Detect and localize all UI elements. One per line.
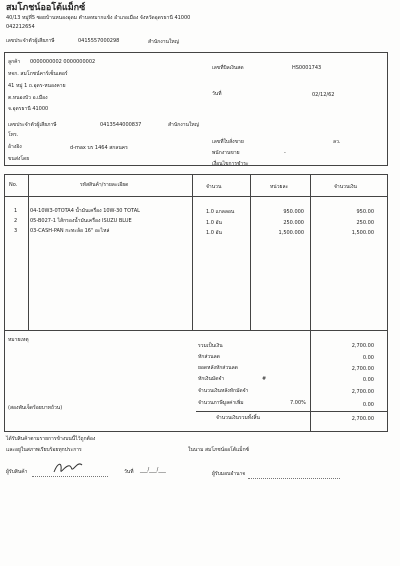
total-label-0: รวมเป็นเงิน: [198, 343, 223, 349]
company-tax-label: เลขประจำตัวผู้เสียภาษี: [6, 38, 55, 44]
row-3-no: 3: [14, 228, 18, 234]
total-value-6: 2,700.00: [351, 416, 374, 422]
col-divider-no: [28, 174, 29, 330]
company-address: 40/13 หมู่ที่5 ซอยบ้านหนองอุดม ตำบลหมากแข้ง อำเภอเมือง จังหวัดอุดรธานี 41000: [6, 15, 191, 21]
company-branch: สำนักงานใหญ่: [148, 39, 179, 45]
row-2-desc: 05-B027-1 ไส้กรองน้ำมันเครื่อง ISUZU BLUE: [30, 218, 132, 224]
amount-in-words: (สองพันเจ็ดร้อยบาทถ้วน): [8, 405, 63, 411]
company-name: สมโภชน์ออโต้แม็กซ์: [6, 3, 86, 13]
total-label-5: จำนวนภาษีมูลค่าเพิ่ม: [198, 400, 244, 406]
total-label-3: หักเงินมัดจำ: [198, 376, 225, 382]
row-2-no: 2: [14, 218, 18, 224]
row-3-qty: 1.0 อัน: [206, 230, 222, 236]
row-1-price: 950.000: [283, 209, 304, 215]
company-phone: 042212654: [6, 24, 35, 30]
total-value-4: 2,700.00: [351, 389, 374, 395]
customer-box: [4, 52, 388, 166]
col-divider-qty: [250, 174, 251, 330]
col-header-desc: รหัสสินค้า/รายละเอียด: [80, 182, 129, 188]
doc-number: HS0001743: [292, 65, 322, 71]
row-3-price: 1,500.000: [278, 230, 304, 236]
customer-tax-label: เลขประจำตัวผู้เสียภาษี: [8, 122, 57, 128]
col-header-qty: จำนวน: [206, 184, 222, 190]
total-label-4: จำนวนเงินหลังหักมัดจำ: [198, 388, 249, 394]
customer-addr1: 41 หมู่ 1 ถ.อุดร-หนองคาย: [8, 83, 66, 89]
customer-shipping-label: ขนส่งโดย: [8, 156, 30, 162]
doc-term-label: เงื่อนไขการชำระ: [212, 161, 249, 167]
customer-ref-label: อ้างอิง: [8, 144, 22, 150]
doc-date-label: วันที่: [212, 91, 222, 97]
col-divider-desc: [192, 174, 193, 330]
received-note-2: และอยู่ในสภาพเรียบร้อยทุกประการ: [6, 447, 82, 453]
doc-date: 02/12/62: [312, 92, 335, 98]
vat-rate: 7.00%: [290, 400, 306, 406]
totals-divider: [310, 330, 311, 432]
total-value-1: 0.00: [362, 355, 374, 361]
doc-sales-value: -: [284, 150, 286, 156]
row-1-no: 1: [14, 208, 18, 214]
row-2-amount: 250.00: [356, 220, 374, 226]
grand-total-divider: [196, 411, 388, 412]
customer-branch: สำนักงานใหญ่: [168, 122, 199, 128]
row-1-desc: 04-10W3-0TOTA4 น้ำมันเครื่อง 10W-30 TOTAL: [30, 208, 140, 214]
company-tax-id: 0415557000298: [78, 38, 120, 44]
receiver-date-label: วันที่: [124, 469, 134, 475]
row-2-qty: 1.0 อัน: [206, 220, 222, 226]
row-3-amount: 1,500.00: [351, 230, 374, 236]
total-label-6: จำนวนเงินรวมทั้งสิ้น: [216, 415, 260, 421]
customer-addr3: จ.อุดรธานี 41000: [8, 106, 49, 112]
customer-ref-value: d-max บร 1464 สกลนคร: [70, 145, 128, 151]
received-note-1: ได้รับสินค้าตามรายการข้างบนนี้ไว้ถูกต้อง: [6, 436, 96, 442]
on-behalf: ในนาม สมโภชน์ออโต้แม็กซ์: [188, 447, 249, 453]
col-header-price: หน่วยละ: [270, 184, 289, 190]
col-divider-price: [310, 174, 311, 330]
receiver-date-blank: ___/___/___: [140, 467, 166, 473]
authorized-signature-line: [248, 478, 340, 479]
customer-code-label: ลูกค้า: [8, 59, 21, 65]
total-value-0: 2,700.00: [351, 343, 374, 349]
total-label-2: ยอดหลังหักส่วนลด: [198, 365, 238, 371]
row-1-amount: 950.00: [356, 209, 374, 215]
total-value-3: 0.00: [362, 377, 374, 383]
authorized-label: ผู้รับมอบอำนาจ: [212, 471, 246, 477]
row-2-price: 250.000: [283, 220, 304, 226]
doc-so-value: ลว.: [333, 139, 341, 145]
doc-so-label: เลขที่ใบสั่งขาย: [212, 139, 244, 145]
row-3-desc: 03-CASH-PAN กะทะล้อ 16" อะไหล่: [30, 228, 110, 234]
remarks-label: หมายเหตุ: [8, 337, 29, 343]
customer-name: หจก. สมโภชน์คาร์เซ็นเตอร์: [8, 71, 68, 77]
table-header-divider: [4, 196, 388, 197]
customer-addr2: ต.หนองบัว อ.เมือง: [8, 95, 48, 101]
receiver-signature: [52, 460, 84, 476]
total-value-5: 0.00: [362, 402, 374, 408]
row-1-qty: 1.0 แกลลอน: [206, 209, 235, 215]
total-value-2: 2,700.00: [351, 366, 374, 372]
customer-code: 0000000002 0000000002: [30, 59, 96, 65]
receiver-signature-line: [32, 476, 108, 477]
doc-sales-label: พนักงานขาย: [212, 150, 240, 156]
table-body-bottom: [4, 330, 388, 331]
customer-tel-label: โทร.: [8, 132, 19, 138]
customer-tax-id: 0413544000837: [100, 122, 142, 128]
receiver-label: ผู้รับสินค้า: [6, 469, 28, 475]
doc-number-label: เลขที่บิลเงินสด: [212, 65, 244, 71]
deposit-hash: #: [262, 376, 267, 382]
col-header-amount: จำนวนเงิน: [334, 184, 357, 190]
col-header-no: No.: [9, 182, 18, 188]
total-label-1: หักส่วนลด: [198, 354, 220, 360]
